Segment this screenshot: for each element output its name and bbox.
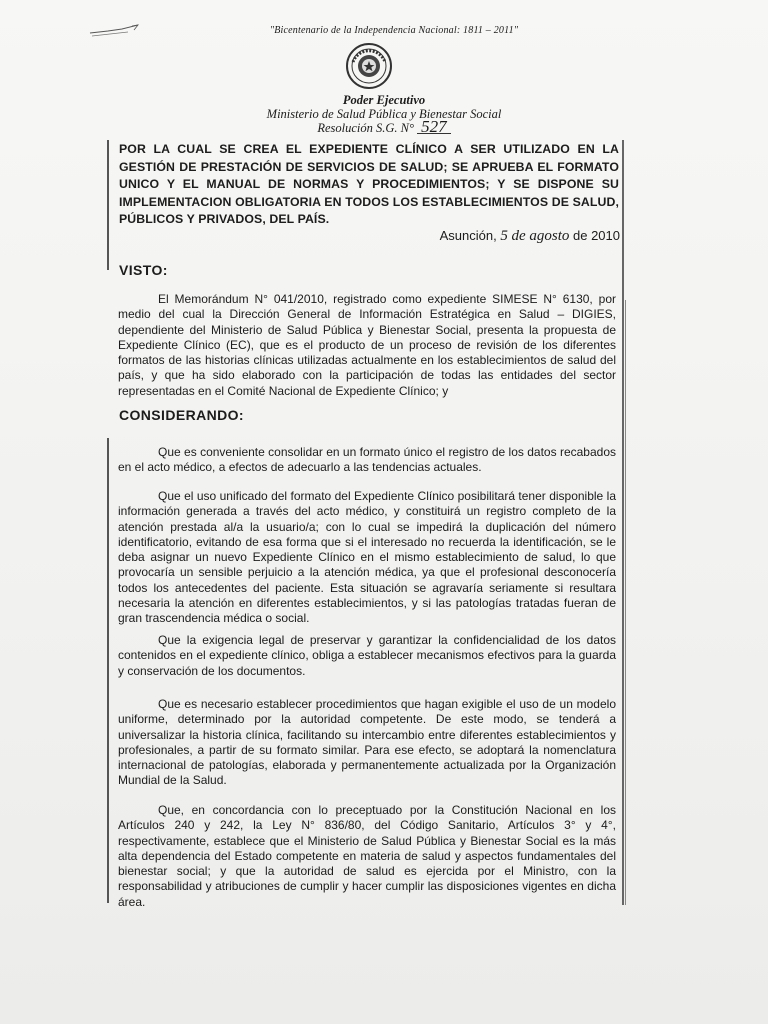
visto-heading: VISTO:	[119, 262, 168, 278]
considerando-paragraph-3: Que la exigencia legal de preservar y garantizar la confidencialidad de los datos contenidos en el expediente clínico, obliga a establecer mecanismos efectivos para la guarda y conservación de los documentos.	[118, 633, 616, 678]
resolution-line	[0, 117, 768, 136]
margin-line-left-bottom	[107, 438, 109, 903]
considerando-paragraph-5: Que, en concordancia con lo preceptuado por la Constitución Nacional en los Artículos 240 y 242, la Ley N° 836/80, del Código Sanitario, Artículos 3° y 4°, respectivamente, establece que el Ministerio de Salud Pública y Bienestar Social es la más alta dependencia del Estado competente en materia de salud y aspectos fundamentales del bienestar social; y que la autoridad de salud es ejercida por el Ministro, con la responsabilidad y atribuciones de cumplir y hacer cumplir las disposiciones vigentes en dicha área.	[118, 803, 616, 909]
margin-line-right	[622, 140, 624, 905]
margin-line-left-top	[107, 140, 109, 270]
resolution-date	[430, 228, 620, 245]
date-place: Asunción,	[439, 228, 497, 243]
margin-line-right-inner	[625, 300, 626, 905]
date-year: de 2010	[573, 228, 620, 243]
visto-paragraph: El Memorándum N° 041/2010, registrado como expediente SIMESE N° 6130, por medio del cual la Dirección General de Información Estratégica en Salud – DIGIES, dependiente del Ministerio de Salud Pública y Bienestar Social, presenta la propuesta de Expediente Clínico (EC), que es el producto de un proceso de revisión de los diferentes formatos de las historias clínicas utilizadas actualmente en los establecimientos de salud del país, y que ha sido elaborado con la participación de todas las entidades del sector representadas en el Comité Nacional de Expediente Clínico; y	[118, 292, 616, 398]
date-month-handwritten: de agosto	[511, 228, 570, 244]
executive-branch-label: Poder Ejecutivo	[342, 93, 426, 107]
considerando-paragraph-4: Que es necesario establecer procedimientos que hagan exigible el uso de un modelo uniforme, determinado por la autoridad competente. De este modo, se tenderá a universalizar la historia clínica, facilitando su intercambio entre diferentes establecimientos y profesionales, a partir de su formato similar. Para ese efecto, se adoptará la nomenclatura internacional de patologías, elaborada y permanentemente actualizada por la Organización Mundial de la Salud.	[118, 697, 616, 788]
national-seal-icon	[345, 42, 393, 90]
resolution-label: Resolución S.G. N°	[317, 121, 415, 135]
resolution-title: POR LA CUAL SE CREA EL EXPEDIENTE CLÍNICO A SER UTILIZADO EN LA GESTIÓN DE PRESTACIÓN DE SERVICIOS DE SALUD; SE APRUEBA EL FORMATO UNICO Y EL MANUAL DE NORMAS Y PROCEDIMIENTOS; Y SE DISPONE SU IMPLEMENTACION OBLIGATORIA EN TODOS LOS ESTABLECIMIENTOS DE SALUD, PÚBLICOS Y PRIVADOS, DEL PAÍS.	[119, 142, 619, 227]
considerando-paragraph-1: Que es conveniente consolidar en un formato único el registro de los datos recabados en el acto médico, a efectos de adecuarlo a las tendencias actuales.	[118, 445, 616, 475]
bicentennial-motto: "Bicentenario de la Independencia Nacional: 1811 – 2011"	[269, 25, 519, 36]
date-day: 5	[500, 228, 508, 244]
ministry-name: Ministerio de Salud Pública y Bienestar Social	[266, 107, 502, 121]
considerando-paragraph-2: Que el uso unificado del formato del Expediente Clínico posibilitará tener disponible la información generada a través del acto médico, y constituirá un registro completo de la atención prestada al/a la usuario/a; con lo cual se impedirá la duplicación del número identificatorio, evitando de esa forma que si el interesado no recuerda la identificación, se le deba asignar un nuevo Expediente Clínico en el mismo establecimiento de salud, lo que provocaría un sensible perjuicio a la atención médica, ya que el profesional desconocería todos los antecedentes del paciente. Esta situación se agravaría seriamente si resultara necesaria la atención en diferentes establecimientos, y si las patologías tratadas fueran de gran trascendencia médica o social.	[118, 489, 616, 626]
resolution-number: 527	[417, 120, 451, 134]
considerando-heading: CONSIDERANDO:	[119, 407, 244, 423]
